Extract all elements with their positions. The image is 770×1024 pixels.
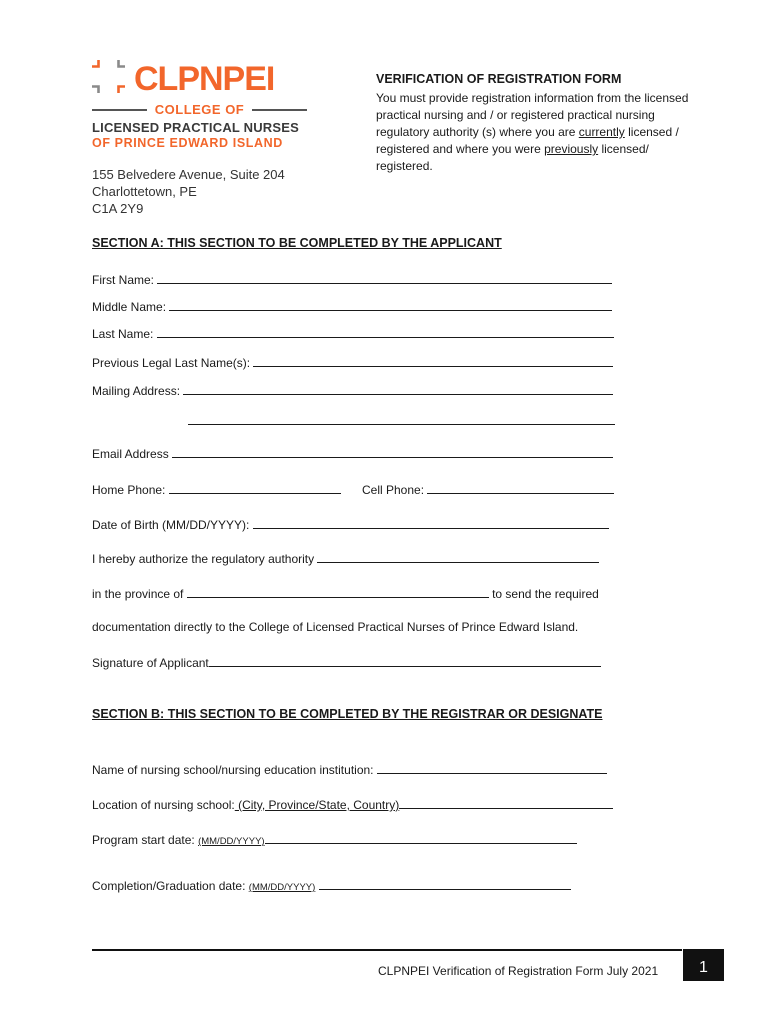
clpnpei-logo: [92, 60, 307, 150]
authorize-row: I hereby authorize the regulatory authority: [92, 550, 599, 566]
email-row: Email Address: [92, 445, 613, 461]
home-phone-row: Home Phone:: [92, 481, 341, 497]
section-b-heading: SECTION B: THIS SECTION TO BE COMPLETED BY THE REGISTRAR OR DESIGNATE: [92, 707, 603, 721]
completion-row: Completion/Graduation date: (MM/DD/YYYY): [92, 877, 571, 893]
page-number: 1: [683, 949, 724, 981]
last-name-row: Last Name:: [92, 325, 614, 341]
cell-phone-field[interactable]: [427, 481, 614, 494]
footer-text: CLPNPEI Verification of Registration Form July 2021: [378, 964, 659, 978]
school-name-row: Name of nursing school/nursing education institution:: [92, 761, 607, 777]
school-location-row: Location of nursing school: (City, Province/State, Country): [92, 796, 613, 812]
last-name-field[interactable]: [157, 325, 614, 338]
school-name-field[interactable]: [377, 761, 607, 774]
first-name-field[interactable]: [157, 271, 612, 284]
cell-phone-row: Cell Phone:: [362, 481, 614, 497]
school-location-field[interactable]: [399, 796, 613, 809]
logo-mark-icon: [92, 60, 130, 98]
dob-field[interactable]: [253, 516, 609, 529]
documentation-text: documentation directly to the College of Licensed Practical Nurses of Prince Edward Island.: [92, 620, 579, 634]
regulatory-authority-field[interactable]: [317, 550, 599, 563]
logo-wordmark: CLPNPEI: [134, 60, 275, 98]
logo-line-pei: OF PRINCE EDWARD ISLAND: [92, 136, 283, 150]
dob-row: Date of Birth (MM/DD/YYYY):: [92, 516, 609, 532]
mailing-address-field-2[interactable]: [188, 412, 615, 425]
home-phone-field[interactable]: [169, 481, 341, 494]
footer-rule: [92, 949, 682, 951]
mailing-address-row: Mailing Address:: [92, 382, 613, 398]
form-title: VERIFICATION OF REGISTRATION FORM: [376, 72, 622, 86]
mailing-address-row-2: [188, 412, 615, 428]
previous-last-name-field[interactable]: [253, 354, 613, 367]
middle-name-row: Middle Name:: [92, 298, 612, 314]
form-header: [376, 71, 706, 175]
signature-row: Signature of Applicant: [92, 654, 601, 670]
section-a-heading: SECTION A: THIS SECTION TO BE COMPLETED BY THE APPLICANT: [92, 236, 502, 250]
middle-name-field[interactable]: [169, 298, 612, 311]
province-field[interactable]: [187, 585, 489, 598]
first-name-row: First Name:: [92, 271, 612, 287]
logo-line-lpn: LICENSED PRACTICAL NURSES: [92, 120, 300, 135]
previous-last-name-row: Previous Legal Last Name(s):: [92, 354, 613, 370]
province-row: in the province of to send the required: [92, 587, 599, 601]
college-address: 155 Belvedere Avenue, Suite 204 Charlottetown, PE C1A 2Y9: [92, 167, 285, 216]
mailing-address-field[interactable]: [183, 382, 613, 395]
program-start-field[interactable]: [265, 831, 577, 844]
logo-college-of: COLLEGE OF: [92, 102, 307, 117]
form-intro: You must provide registration information from the licensed practical nursing and / or registered practical nursing regulatory authority (s) where you are currently licensed / registered and where you were previously licensed/ registered.: [376, 91, 689, 173]
email-field[interactable]: [172, 445, 613, 458]
signature-field[interactable]: [209, 654, 601, 667]
program-start-row: Program start date: (MM/DD/YYYY): [92, 831, 577, 847]
completion-date-field[interactable]: [319, 877, 571, 890]
